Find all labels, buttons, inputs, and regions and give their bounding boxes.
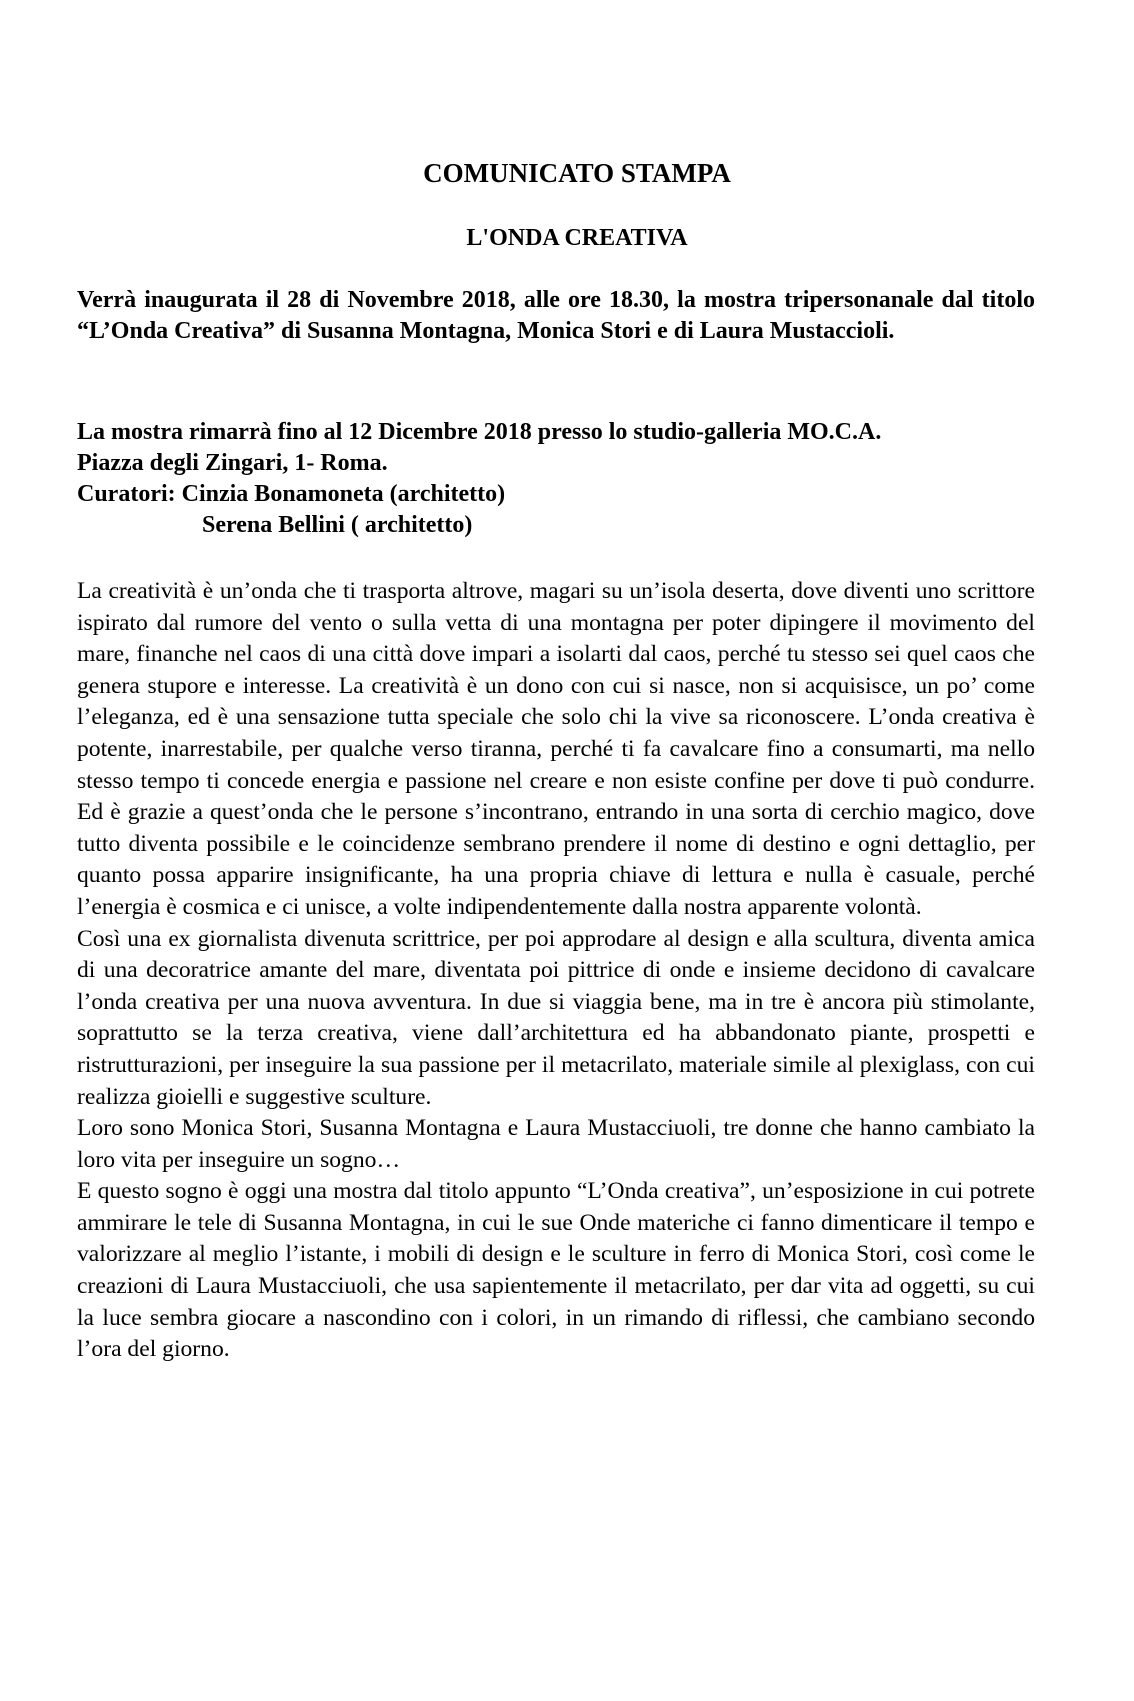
body-paragraph: Loro sono Monica Stori, Susanna Montagna e Laura Mustacciuoli, tre donne che hanno cambiato la loro vita per inseguire un sogno… [77, 1115, 1035, 1173]
body-paragraph: E questo sogno è oggi una mostra dal titolo appunto “L’Onda creativa”, un’esposizione in cui potrete ammirare le tele di Susanna Montagna, in cui le sue Onde materiche ci fanno dimenticare il tempo e valorizzare al meglio l’istante, i mobili di design e le sculture in ferro di Monica Stori, così come le creazioni di Laura Mustacciuoli, che usa sapientemente il metacrilato, per dar vita ad oggetti, su cui la luce sembra giocare a nascondino con i colori, in un rimando di riflessi, che cambiano secondo l’ora del giorno. [77, 1178, 1035, 1363]
exhibition-info [77, 417, 1035, 541]
document-subtitle: L'ONDA CREATIVA [466, 225, 688, 251]
curators-line: Curatori: Cinzia Bonamoneta (architetto) [77, 481, 506, 507]
exhibition-address-line: Piazza degli Zingari, 1- Roma. [77, 450, 388, 476]
body-text [77, 576, 1035, 1366]
body-paragraph: La creatività è un’onda che ti trasporta altrove, magari su un’isola deserta, dove diventi uno scrittore ispirato dal rumore del vento o sulla vetta di una montagna per poter dipingere il movimento del mare, finanche nel caos di una città dove impari a isolarti dal caos, perché tu stesso sei quel caos che genera stupore e interesse. La creatività è un dono con cui si nasce, non si acquisisce, un po’ come l’eleganza, ed è una sensazione tutta speciale che solo chi la vive sa riconoscere. L’onda creativa è potente, inarrestabile, per qualche verso tiranna, perché ti fa cavalcare fino a consumarti, ma nello stesso tempo ti concede energia e passione nel creare e non esiste confine per dove ti può condurre. Ed è grazie a quest’onda che le persone s’incontrano, entrando in una sorta di cerchio magico, dove tutto diventa possibile e le coincidenze sembrano prendere il nome di destino e ogni dettaglio, per quanto possa apparire insignificante, ha una propria chiave di lettura e nulla è casuale, perché l’energia è cosmica e ci unisce, a volte indipendentemente dalla nostra apparente volontà. [77, 578, 1035, 920]
body-paragraph: Così una ex giornalista divenuta scrittrice, per poi approdare al design e alla scultura, diventa amica di una decoratrice amante del mare, diventata poi pittrice di onde e insieme decidono di cavalcare l’onda creativa per una nuova avventura. In due si viaggia bene, ma in tre è ancora più stimolante, soprattutto se la terza creativa, viene dall’architettura ed ha abbandonato piante, prospetti e ristrutturazioni, per inseguire la sua passione per il metacrilato, materiale simile al plexiglass, con cui realizza gioielli e suggestive sculture. [77, 925, 1035, 1110]
second-curator-line: Serena Bellini ( architetto) [202, 512, 473, 538]
document-title: COMUNICATO STAMPA [423, 158, 731, 188]
exhibition-dates-line: La mostra rimarrà fino al 12 Dicembre 2018 presso lo studio-galleria MO.C.A. [77, 419, 882, 445]
intro-paragraph: Verrà inaugurata il 28 di Novembre 2018, alle ore 18.30, la mostra tripersonanale dal titolo “L’Onda Creativa” di Susanna Montagna, Monica Stori e di Laura Mustaccioli. [77, 287, 1035, 344]
